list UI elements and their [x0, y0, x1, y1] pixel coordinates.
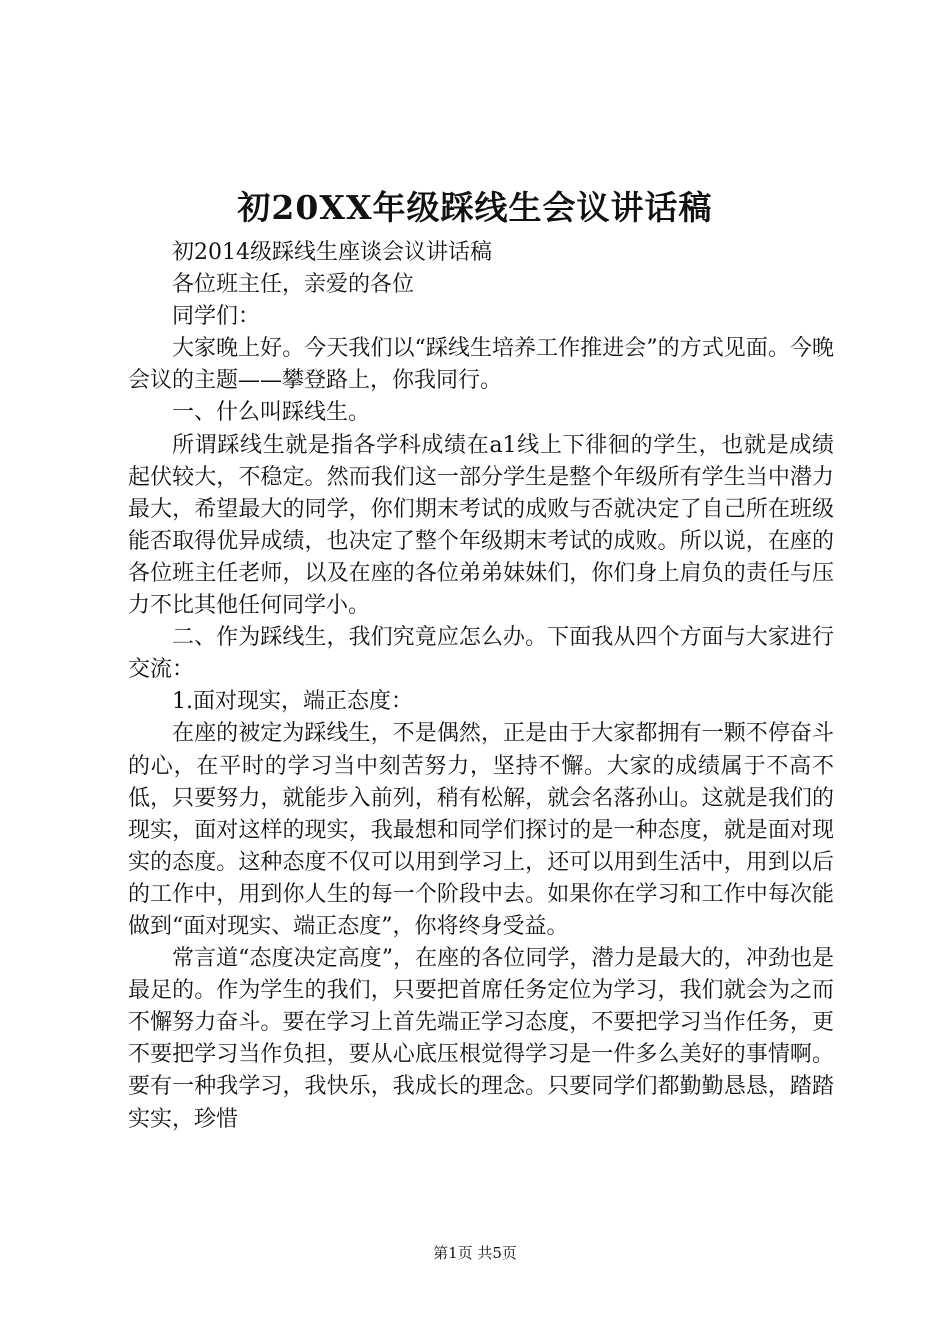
paragraph: 所谓踩线生就是指各学科成绩在a1线上下徘徊的学生，也就是成绩起伏较大，不稳定。然而我们这一部分学生是整个年级所有学生当中潜力最大，希望最大的同学，你们期末考试的成败与否就决定了自己所在班级能否取得优异成绩，也决定了整个年级期末考试的成败。所以说，在座的各位班主任老师，以及在座的各位弟弟妹妹们，你们身上肩负的责任与压力不比其他任何同学小。: [128, 432, 834, 619]
paragraph: 在座的被定为踩线生，不是偶然，正是由于大家都拥有一颗不停奋斗的心，在平时的学习当中刻苦努力，坚持不懈。大家的成绩属于不高不低，只要努力，就能步入前列，稍有松解，就会名落孙山。这就是我们的现实，面对这样的现实，我最想和同学们探讨的是一种态度，就是面对现实的态度。这种态度不仅可以用到学习上，还可以用到生活中，用到以后的工作中，用到你人生的每一个阶段中去。如果你在学习和工作中每次能做到“面对现实、端正态度”，你将终身受益。: [128, 721, 834, 939]
paragraph: 二、作为踩线生，我们究竟应怎么办。下面我从四个方面与大家进行交流：: [128, 625, 834, 683]
paragraph: 1.面对现实，端正态度：: [172, 689, 413, 715]
paragraph: 各位班主任，亲爱的各位: [172, 272, 415, 298]
page-number-footer: 第1页 共5页: [433, 1244, 517, 1262]
paragraph: 大家晚上好。今天我们以“踩线生培养工作推进会”的方式见面。今晚会议的主题——攀登路上，你我同行。: [128, 336, 834, 394]
paragraph: 同学们：: [172, 304, 261, 330]
document-title: 初20XX年级踩线生会议讲话稿: [237, 188, 713, 227]
paragraph: 一、什么叫踩线生。: [172, 400, 371, 426]
document-body: [128, 237, 834, 1136]
paragraph: 常言道“态度决定高度”，在座的各位同学，潜力是最大的，冲劲也是最足的。作为学生的我们，只要把首席任务定位为学习，我们就会为之而不懈努力奋斗。要在学习上首先端正学习态度，不要把学习当作任务，更不要把学习当作负担，要从心底压根觉得学习是一件多么美好的事情啊。要有一种我学习，我快乐，我成长的理念。只要同学们都勤勤恳恳，踏踏实实，珍惜: [128, 946, 834, 1132]
paragraph: 初2014级踩线生座谈会议讲话稿: [172, 240, 492, 265]
